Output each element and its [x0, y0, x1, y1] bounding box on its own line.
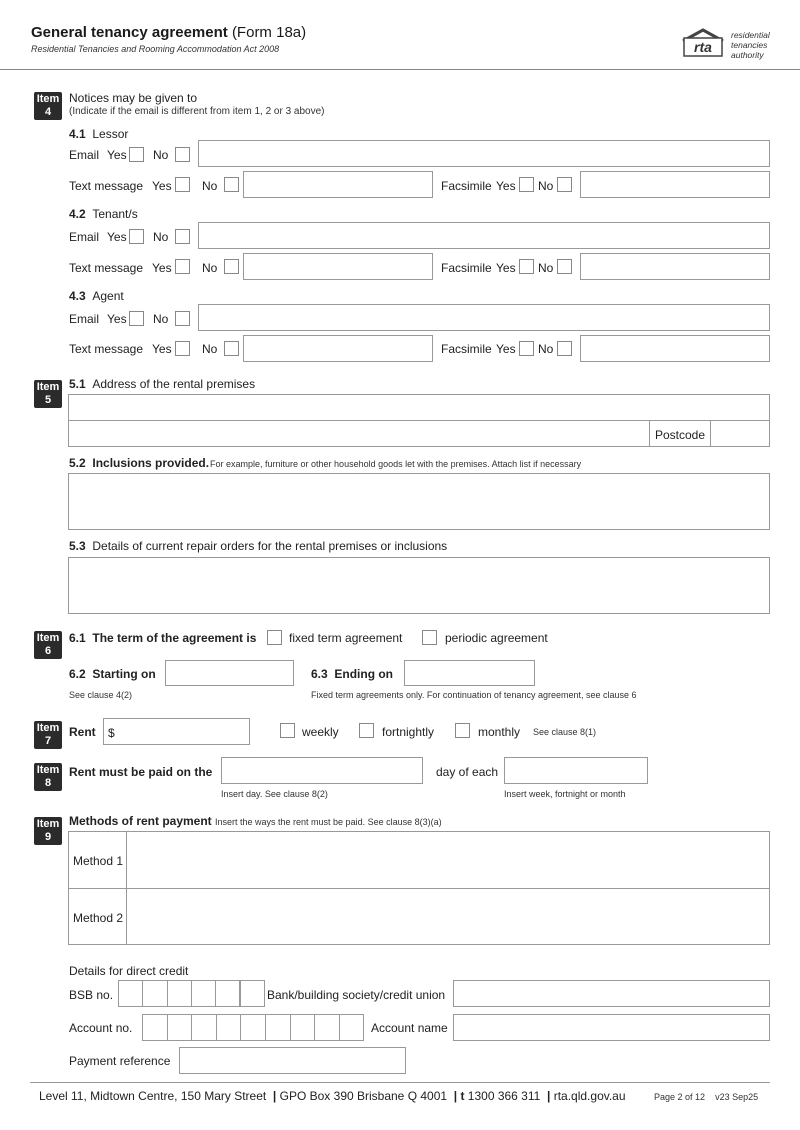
- agent-fax-no-checkbox[interactable]: [557, 341, 572, 356]
- account-no-digit-cell[interactable]: [290, 1014, 316, 1041]
- footer-phone-prefix: t: [460, 1089, 465, 1103]
- lessor-fax-yes-label: Yes: [496, 179, 516, 193]
- account-no-label: Account no.: [69, 1021, 133, 1035]
- fortnightly-checkbox[interactable]: [359, 723, 374, 738]
- bsb-digit-cell[interactable]: [118, 980, 143, 1007]
- bsb-label: BSB no.: [69, 988, 114, 1002]
- tenant-fax-yes-label: Yes: [496, 261, 516, 275]
- account-no-digit-cell[interactable]: [314, 1014, 340, 1041]
- bsb-digit-cell[interactable]: [142, 980, 167, 1007]
- method-2-field[interactable]: [126, 888, 770, 945]
- day-of-each-label: day of each: [436, 765, 499, 779]
- rent-day-field[interactable]: [221, 757, 423, 784]
- tenant-text-label: Text message: [69, 261, 144, 275]
- payment-reference-label: Payment reference: [69, 1054, 171, 1068]
- bsb-digit-cell[interactable]: [191, 980, 216, 1007]
- account-name-label: Account name: [371, 1021, 448, 1035]
- form-subtitle: Residential Tenancies and Rooming Accommodation Act 2008: [31, 44, 280, 54]
- agent-text-yes-checkbox[interactable]: [175, 341, 190, 356]
- section-5-2-label: 5.2 Inclusions provided.: [69, 456, 210, 470]
- agent-fax-label: Facsimile: [441, 342, 492, 356]
- lessor-text-yes-label: Yes: [152, 179, 172, 193]
- item-8-badge: Item 8: [34, 763, 62, 791]
- inclusions-field[interactable]: [68, 473, 770, 530]
- agent-fax-yes-label: Yes: [496, 342, 516, 356]
- section-5-2-note: For example, furniture or other household goods let with the premises. Attach list if necessary: [210, 459, 582, 469]
- payment-methods-note: Insert the ways the rent must be paid. See clause 8(3)(a): [215, 817, 442, 827]
- bank-label: Bank/building society/credit union: [267, 988, 446, 1002]
- item-4-note: (Indicate if the email is different from item 1, 2 or 3 above): [69, 106, 325, 117]
- section-4-3-label: 4.3 Agent: [69, 289, 124, 303]
- weekly-label: weekly: [302, 725, 339, 739]
- lessor-text-label: Text message: [69, 179, 144, 193]
- lessor-fax-label: Facsimile: [441, 179, 492, 193]
- lessor-text-field[interactable]: [243, 171, 433, 198]
- agent-email-label: Email: [69, 312, 100, 326]
- tenant-email-no-checkbox[interactable]: [175, 229, 190, 244]
- section-6-2-label: 6.2 Starting on: [69, 667, 156, 681]
- agent-email-no-label: No: [153, 312, 169, 326]
- agent-email-no-checkbox[interactable]: [175, 311, 190, 326]
- footer-address: Level 11, Midtown Centre, 150 Mary Street: [39, 1089, 267, 1103]
- tenant-email-yes-checkbox[interactable]: [129, 229, 144, 244]
- agent-text-label: Text message: [69, 342, 144, 356]
- rent-amount-field[interactable]: [103, 718, 250, 745]
- tenant-fax-no-checkbox[interactable]: [557, 259, 572, 274]
- section-6-3-note: Fixed term agreements only. For continuation of tenancy agreement, see clause 6: [311, 690, 637, 700]
- start-date-field[interactable]: [165, 660, 294, 686]
- agent-fax-field[interactable]: [580, 335, 770, 362]
- tenant-text-no-checkbox[interactable]: [224, 259, 239, 274]
- agent-text-yes-label: Yes: [152, 342, 172, 356]
- lessor-email-no-label: No: [153, 148, 169, 162]
- payment-methods-label: Methods of rent payment: [69, 814, 212, 828]
- tenant-email-field[interactable]: [198, 222, 770, 249]
- bsb-digit-cell[interactable]: [240, 980, 265, 1007]
- tenant-email-yes-label: Yes: [107, 230, 127, 244]
- payment-reference-field[interactable]: [179, 1047, 406, 1074]
- rent-day-note: Insert day. See clause 8(2): [221, 789, 328, 799]
- tenant-email-no-label: No: [153, 230, 169, 244]
- header-divider: [0, 69, 800, 70]
- item-4-badge: Item 4: [34, 92, 62, 120]
- lessor-fax-no-checkbox[interactable]: [557, 177, 572, 192]
- monthly-label: monthly: [478, 725, 521, 739]
- periodic-label: periodic agreement: [445, 631, 548, 645]
- agent-fax-yes-checkbox[interactable]: [519, 341, 534, 356]
- end-date-field[interactable]: [404, 660, 535, 686]
- account-name-field[interactable]: [453, 1014, 770, 1041]
- agent-email-field[interactable]: [198, 304, 770, 331]
- item-9-badge: Item 9: [34, 817, 62, 845]
- footer-phone: 1300 366 311: [467, 1089, 541, 1103]
- logo-mark: rta: [694, 39, 712, 55]
- section-6-1-label: 6.1 The term of the agreement is: [69, 631, 257, 645]
- method-1-label: Method 1: [73, 854, 124, 868]
- page-number: Page 2 of 12 v23 Sep25: [654, 1092, 759, 1102]
- postcode-field[interactable]: [710, 420, 770, 447]
- section-6-2-note: See clause 4(2): [69, 690, 133, 700]
- lessor-text-no-label: No: [202, 179, 218, 193]
- account-no-digit-cell[interactable]: [142, 1014, 168, 1041]
- fortnightly-label: fortnightly: [382, 725, 435, 739]
- account-no-digit-cell[interactable]: [216, 1014, 242, 1041]
- repair-orders-field[interactable]: [68, 557, 770, 614]
- agent-email-yes-checkbox[interactable]: [129, 311, 144, 326]
- bank-field[interactable]: [453, 980, 770, 1007]
- footer-website[interactable]: rta.qld.gov.au: [553, 1089, 626, 1103]
- account-no-digit-cell[interactable]: [339, 1014, 365, 1041]
- section-5-1-label: 5.1 Address of the rental premises: [69, 377, 256, 391]
- footer-po-box: GPO Box 390 Brisbane Q 4001: [279, 1089, 448, 1103]
- item-4-heading: Notices may be given to: [69, 91, 198, 105]
- agent-fax-no-label: No: [538, 342, 554, 356]
- rent-label: Rent: [69, 725, 96, 739]
- method-2-label: Method 2: [73, 911, 124, 925]
- section-4-2-label: 4.2 Tenant/s: [69, 207, 138, 221]
- account-no-digit-cell[interactable]: [167, 1014, 193, 1041]
- rent-period-field[interactable]: [504, 757, 648, 784]
- lessor-email-field[interactable]: [198, 140, 770, 167]
- item-6-badge: Item 6: [34, 631, 62, 659]
- postcode-label: Postcode: [655, 428, 706, 442]
- rta-logo-icon: [680, 27, 726, 59]
- rent-period-note: Insert week, fortnight or month: [504, 789, 626, 799]
- tenant-email-label: Email: [69, 230, 100, 244]
- account-no-digit-cell[interactable]: [191, 1014, 217, 1041]
- currency-symbol: $: [108, 726, 115, 740]
- footer-divider: [30, 1082, 770, 1083]
- version: v23 Sep25: [715, 1092, 759, 1102]
- tenant-text-no-label: No: [202, 261, 218, 275]
- address-line-1-field[interactable]: [68, 394, 770, 421]
- agent-text-no-label: No: [202, 342, 218, 356]
- weekly-checkbox[interactable]: [280, 723, 295, 738]
- lessor-fax-field[interactable]: [580, 171, 770, 198]
- rent-note: See clause 8(1): [533, 727, 597, 737]
- agent-text-field[interactable]: [243, 335, 433, 362]
- tenant-fax-no-label: No: [538, 261, 554, 275]
- lessor-email-yes-label: Yes: [107, 148, 127, 162]
- agent-text-no-checkbox[interactable]: [224, 341, 239, 356]
- footer-contact: Level 11, Midtown Centre, 150 Mary Street | GPO Box 390 Brisbane Q 4001 | t 1300 366 311 | rta.qld.gov.au: [39, 1089, 626, 1103]
- fixed-term-label: fixed term agreement: [289, 631, 403, 645]
- section-4-1-label: 4.1 Lessor: [69, 127, 129, 141]
- item-7-badge: Item 7: [34, 721, 62, 749]
- section-6-3-label: 6.3 Ending on: [311, 667, 394, 681]
- direct-credit-label: Details for direct credit: [69, 964, 189, 978]
- agent-email-yes-label: Yes: [107, 312, 127, 326]
- address-line-2-field[interactable]: [68, 420, 650, 447]
- tenant-text-yes-label: Yes: [152, 261, 172, 275]
- lessor-text-no-checkbox[interactable]: [224, 177, 239, 192]
- account-no-digit-cell[interactable]: [265, 1014, 291, 1041]
- bsb-digit-cell[interactable]: [215, 980, 240, 1007]
- bsb-digit-cell[interactable]: [167, 980, 192, 1007]
- rent-paid-on-label: Rent must be paid on the: [69, 765, 213, 779]
- lessor-email-label: Email: [69, 148, 100, 162]
- account-no-digit-cell[interactable]: [240, 1014, 266, 1041]
- lessor-email-yes-checkbox[interactable]: [129, 147, 144, 162]
- lessor-fax-yes-checkbox[interactable]: [519, 177, 534, 192]
- lessor-email-no-checkbox[interactable]: [175, 147, 190, 162]
- lessor-fax-no-label: No: [538, 179, 554, 193]
- form-title: General tenancy agreement (Form 18a): [31, 24, 307, 41]
- tenant-fax-field[interactable]: [580, 253, 770, 280]
- tenant-fax-label: Facsimile: [441, 261, 492, 275]
- lessor-text-yes-checkbox[interactable]: [175, 177, 190, 192]
- logo-text: residential tenancies authority: [731, 30, 770, 60]
- tenant-text-yes-checkbox[interactable]: [175, 259, 190, 274]
- tenant-fax-yes-checkbox[interactable]: [519, 259, 534, 274]
- section-5-3-label: 5.3 Details of current repair orders for the rental premises or inclusions: [69, 539, 448, 553]
- monthly-checkbox[interactable]: [455, 723, 470, 738]
- tenant-text-field[interactable]: [243, 253, 433, 280]
- method-1-field[interactable]: [126, 831, 770, 889]
- item-5-badge: Item 5: [34, 380, 62, 408]
- fixed-term-checkbox[interactable]: [267, 630, 282, 645]
- periodic-checkbox[interactable]: [422, 630, 437, 645]
